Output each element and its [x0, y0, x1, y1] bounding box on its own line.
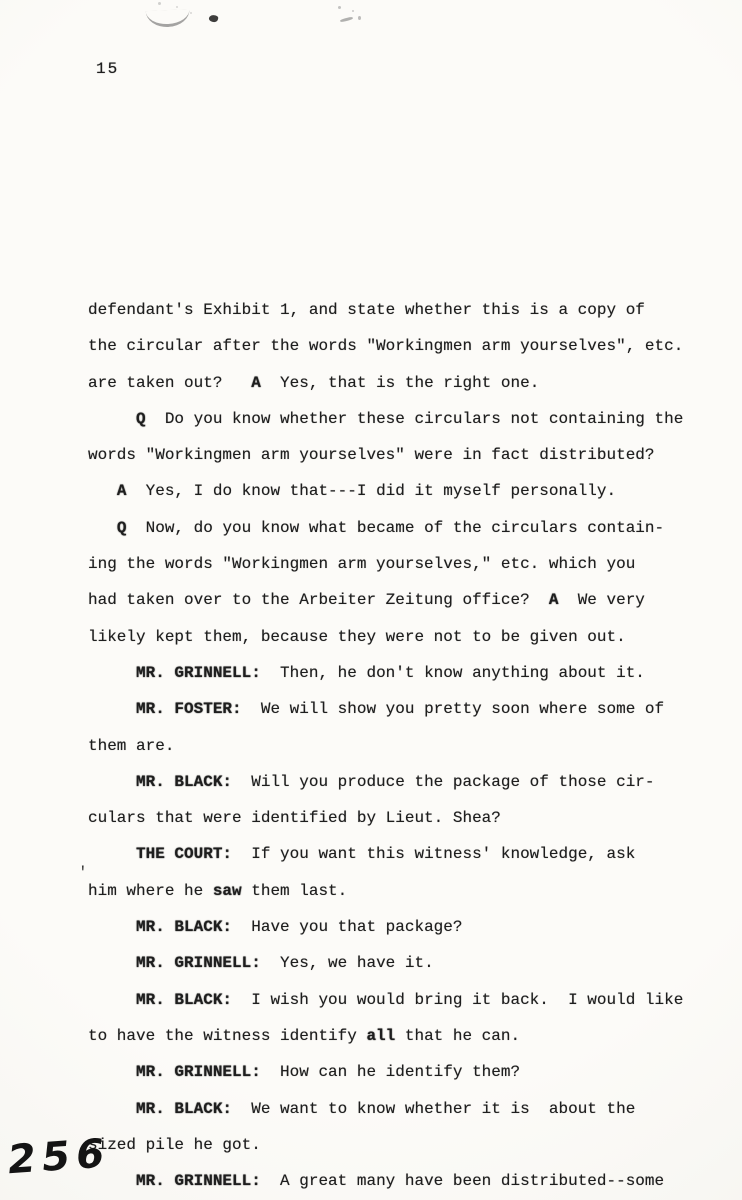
ink-smudge-arc [146, 9, 191, 28]
text-segment: likely kept them, because they were not to be given out. [88, 627, 626, 646]
text-segment: them last. [241, 881, 348, 900]
text-segment [88, 773, 136, 791]
transcript-line [88, 365, 728, 401]
text-segment: Will you produce the package of those cir- [232, 772, 655, 791]
transcript-line [88, 691, 728, 727]
speaker-or-qa-marker: MR. BLACK: [136, 772, 233, 791]
speaker-or-qa-marker: MR. GRINNELL: [136, 663, 261, 682]
transcript-line [88, 945, 728, 981]
transcript-line [88, 1018, 728, 1054]
transcript-line [88, 836, 728, 872]
text-segment: sized pile he got. [88, 1135, 261, 1154]
speaker-or-qa-marker: MR. GRINNELL: [136, 954, 261, 973]
text-segment: Do you know whether these circulars not containing the [145, 409, 684, 428]
text-segment: We want to know whether it is about the [232, 1099, 636, 1118]
speaker-or-qa-marker: MR. GRINNELL: [136, 1172, 261, 1191]
text-segment: We will show you pretty soon where some of [241, 700, 665, 719]
transcript-line [88, 800, 728, 836]
speaker-or-qa-marker: all [366, 1026, 396, 1045]
transcript-line [88, 582, 728, 618]
text-segment: had taken over to the Arbeiter Zeitung office? [88, 591, 549, 610]
speaker-or-qa-marker: A [548, 591, 559, 610]
ink-speck [338, 6, 341, 9]
transcript-line [88, 328, 728, 364]
text-segment: ing the words "Workingmen arm yourselves," etc. which you [88, 555, 636, 574]
transcript-line [88, 655, 728, 691]
text-segment: Yes, that is the right one. [260, 373, 540, 392]
transcript-line [88, 401, 728, 437]
text-segment [88, 664, 136, 682]
ink-blot [208, 14, 219, 23]
transcript-body [88, 292, 728, 1199]
text-segment [88, 1100, 136, 1118]
speaker-or-qa-marker: MR. BLACK: [136, 1099, 233, 1118]
ink-smudge-dash [340, 16, 353, 22]
speaker-or-qa-marker: MR. BLACK: [136, 918, 233, 937]
transcript-line [88, 764, 728, 800]
text-segment: him where he [88, 881, 213, 900]
text-segment: Have you that package? [232, 918, 463, 937]
handwritten-page-number: 256 [5, 1130, 113, 1184]
text-segment: How can he identify them? [260, 1063, 521, 1082]
transcript-line [88, 619, 728, 655]
text-segment: If you want this witness' knowledge, ask [232, 845, 636, 864]
transcript-line [88, 873, 728, 909]
text-segment: Now, do you know what became of the circulars contain- [126, 518, 665, 537]
speaker-or-qa-marker: Q [116, 518, 127, 537]
text-segment: to have the witness identify [88, 1026, 367, 1045]
transcript-line [88, 728, 728, 764]
transcript-line [88, 473, 728, 509]
text-segment: culars that were identified by Lieut. Shea? [88, 809, 501, 828]
ink-speck [158, 2, 161, 5]
transcript-line [88, 546, 728, 582]
speaker-or-qa-marker: Q [136, 409, 146, 428]
text-segment [88, 1063, 136, 1081]
text-segment: that he can. [395, 1026, 521, 1045]
text-segment [88, 954, 136, 972]
speaker-or-qa-marker: MR. BLACK: [136, 990, 233, 1009]
transcript-line [88, 982, 728, 1018]
text-segment: the circular after the words "Workingmen arm yourselves", etc. [88, 337, 684, 356]
text-segment: words "Workingmen arm yourselves" were in fact distributed? [88, 446, 655, 465]
text-segment: We very [558, 591, 645, 610]
ink-speck [352, 10, 354, 12]
text-segment: Then, he don't know anything about it. [260, 663, 645, 682]
speaker-or-qa-marker: MR. FOSTER: [136, 700, 242, 719]
transcript-line [88, 1091, 728, 1127]
speaker-or-qa-marker: MR. GRINNELL: [136, 1063, 261, 1082]
text-segment [88, 410, 136, 428]
text-segment [88, 700, 136, 718]
text-segment: Yes, I do know that---I did it myself personally. [126, 482, 617, 501]
text-segment: A great many have been distributed--some [260, 1172, 665, 1191]
text-segment [88, 845, 136, 863]
page-number: 15 [96, 60, 120, 78]
text-segment: are taken out? [88, 373, 252, 392]
text-segment: I wish you would bring it back. I would like [232, 990, 684, 1009]
text-segment: Yes, we have it. [260, 954, 434, 973]
transcript-line [88, 909, 728, 945]
text-segment [88, 519, 117, 537]
transcript-line [88, 510, 728, 546]
transcript-line [88, 292, 728, 328]
ink-speck [176, 6, 178, 8]
transcript-line [88, 1163, 728, 1199]
transcript-line [88, 1054, 728, 1090]
speaker-or-qa-marker: A [251, 373, 261, 392]
transcript-line [88, 1127, 728, 1163]
text-segment: them are. [88, 736, 175, 755]
ink-speck [190, 12, 192, 14]
transcript-line [88, 437, 728, 473]
text-segment [88, 991, 136, 1009]
text-segment [88, 918, 136, 936]
text-segment [88, 482, 117, 500]
text-segment: defendant's Exhibit 1, and state whether this is a copy of [88, 301, 645, 319]
ink-speck [358, 16, 361, 20]
speaker-or-qa-marker: A [116, 482, 127, 501]
speaker-or-qa-marker: saw [212, 881, 242, 900]
stray-ink-mark: ' [78, 864, 88, 882]
speaker-or-qa-marker: THE COURT: [136, 845, 233, 864]
